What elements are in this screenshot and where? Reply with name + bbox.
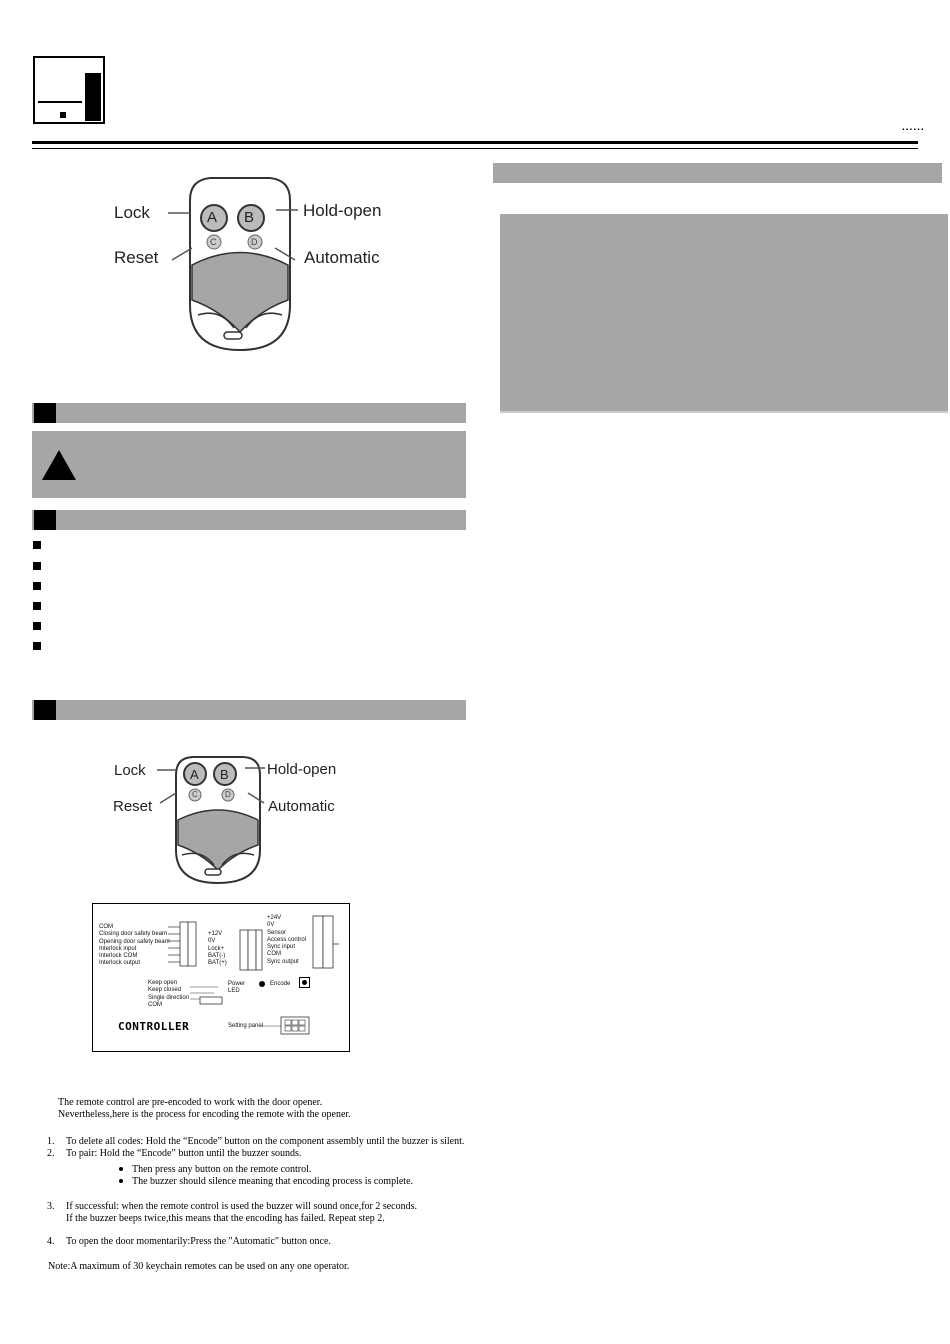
section-bar-3	[32, 700, 466, 720]
section-bar-right	[493, 163, 942, 183]
step-4-text: To open the door momentarily:Press the "Automatic" button once.	[66, 1236, 331, 1247]
right-terminal-labels: +24V 0V Sensor Access control Sync input COM Sync output	[267, 915, 307, 965]
setting-panel-icon	[261, 1014, 311, 1036]
step-4-number: 4.	[47, 1236, 55, 1247]
button-b-label-2: B	[220, 767, 229, 782]
bullet-4	[33, 602, 41, 610]
header-rule-thin	[32, 148, 918, 149]
label-reset-2: Reset	[113, 798, 153, 815]
warning-panel	[32, 431, 466, 498]
controller-title: CONTROLLER	[118, 1020, 190, 1033]
button-a-label: A	[207, 209, 218, 226]
button-b-label: B	[244, 209, 255, 226]
note-text: Note:A maximum of 30 keychain remotes can be used on any one operator.	[48, 1261, 350, 1272]
step-3-text-a: If successful: when the remote control is used the buzzer will sound once,for 2 seconds.	[66, 1201, 418, 1212]
warning-icon	[41, 449, 77, 486]
intro-line-2: Nevertheless,here is the process for encoding the remote with the opener.	[58, 1109, 351, 1120]
power-led-icon	[259, 981, 265, 987]
bullet-1	[33, 541, 41, 549]
step-1-text: To delete all codes: Hold the “Encode” button on the component assembly until the buzzer is silent.	[66, 1136, 465, 1147]
power-led-label: Power LED	[228, 981, 246, 995]
label-lock: Lock	[114, 203, 150, 222]
logo-line	[38, 101, 82, 103]
label-reset: Reset	[114, 248, 159, 267]
step-2-sub-1: Then press any button on the remote control.	[132, 1164, 312, 1175]
sub-bullet-2	[119, 1179, 123, 1183]
step-2-sub-2: The buzzer should silence meaning that encoding process is complete.	[132, 1176, 414, 1187]
left-terminal-block	[168, 920, 198, 968]
right-panel	[500, 214, 948, 413]
section-bar-2	[32, 510, 466, 530]
button-d-label: D	[251, 237, 258, 247]
button-d-label-2: D	[225, 790, 231, 799]
button-c-label: C	[210, 237, 217, 247]
section-bar-1	[32, 403, 466, 423]
header-rule	[32, 141, 918, 144]
mid-terminal-labels: +12V 0V Lock+ BAT(-) BAT(+)	[208, 931, 227, 967]
label-automatic-2: Automatic	[268, 798, 335, 815]
right-terminal-block	[305, 914, 341, 970]
mode-terminal-block	[190, 984, 226, 1008]
step-1-number: 1.	[47, 1136, 55, 1147]
header-dots: ......	[902, 122, 925, 133]
mode-terminal-labels: Keep open Keep closed Single direction COM	[148, 980, 190, 1008]
label-hold-open-2: Hold-open	[267, 761, 337, 778]
mid-terminal-block	[228, 928, 264, 972]
step-3-number: 3.	[47, 1201, 55, 1212]
bullet-6	[33, 642, 41, 650]
logo-bar	[85, 73, 101, 121]
encode-label: Encode	[270, 981, 291, 987]
logo-dot	[60, 112, 66, 118]
sub-bullet-1	[119, 1167, 123, 1171]
step-2-number: 2.	[47, 1148, 55, 1159]
step-2-text: To pair: Hold the “Encode” button until the buzzer sounds.	[66, 1148, 302, 1159]
intro-line-1: The remote control are pre-encoded to work with the door opener.	[58, 1097, 323, 1108]
step-3-text-b: If the buzzer beeps twice,this means that the encoding has failed. Repeat step 2.	[66, 1213, 385, 1224]
bullet-3	[33, 582, 41, 590]
setting-panel-label: Setting panel	[228, 1023, 264, 1029]
encode-button[interactable]	[299, 977, 310, 988]
section-marker-1	[34, 403, 56, 423]
left-terminal-labels: COM Closing door safety beam Opening door safety beam Interlock input Interlock COM Interlock output	[99, 924, 170, 967]
section-marker-3	[34, 700, 56, 720]
bullet-5	[33, 622, 41, 630]
button-a-label-2: A	[190, 767, 199, 782]
label-lock-2: Lock	[114, 762, 146, 779]
label-hold-open: Hold-open	[303, 201, 382, 220]
section-marker-2	[34, 510, 56, 530]
button-c-label-2: C	[192, 790, 198, 799]
label-automatic: Automatic	[304, 248, 380, 267]
bullet-2	[33, 562, 41, 570]
